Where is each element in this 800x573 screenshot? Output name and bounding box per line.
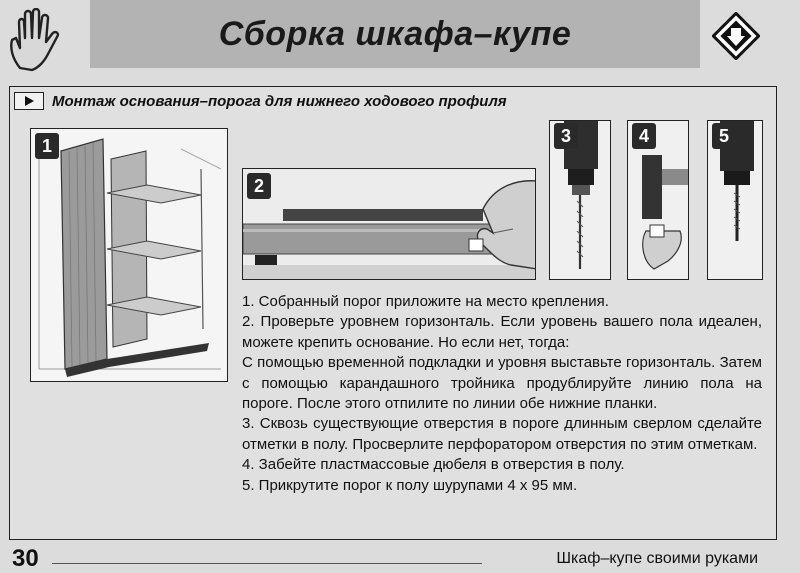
figure-4-badge: 4	[632, 123, 656, 149]
figure-4-hammer	[627, 120, 689, 280]
hand-icon	[6, 8, 64, 72]
section-header	[14, 90, 654, 112]
instruction-step-3: 3. Сквозь существующие отверстия в пороге длинным сверлом сделайте отметки в полу. Просверлите перфоратором отверстия по этим отметкам.	[242, 415, 762, 453]
footer-divider	[52, 563, 482, 564]
figure-5-screwdriver	[707, 120, 763, 280]
figure-2-badge: 2	[247, 173, 271, 199]
page-number: 30	[12, 545, 39, 572]
play-icon	[14, 92, 44, 110]
wardrobe-illustration	[31, 129, 228, 382]
figure-1-badge: 1	[35, 133, 59, 159]
figure-3-badge: 3	[554, 123, 578, 149]
threshold-illustration	[243, 169, 536, 280]
diamond-arrow-down-icon	[712, 12, 760, 60]
book-title: Шкаф–купе своими руками	[556, 550, 758, 567]
section-title: Монтаж основания–порога для нижнего ходового профиля	[52, 92, 507, 110]
instruction-step-2: 2. Проверьте уровнем горизонталь. Если уровень вашего пола идеален, можете крепить основание. Но если нет, тогда:	[242, 313, 762, 351]
figure-1-wardrobe	[30, 128, 228, 382]
figure-3-drill	[549, 120, 611, 280]
instruction-step-5: 5. Прикрутите порог к полу шурупами 4 х 95 мм.	[242, 476, 578, 494]
instruction-step-4: 4. Забейте пластмассовые дюбеля в отверстия в полу.	[242, 456, 625, 474]
figure-2-threshold	[242, 168, 536, 280]
instruction-step-2-detail: С помощью временной подкладки и уровня выставьте горизонталь. Затем с помощью карандашного тройника продублируйте линию пола на пороге. После этого отпилите по линии обе нижние планки.	[242, 354, 762, 413]
instruction-step-1: 1. Собранный порог приложите на место крепления.	[242, 293, 609, 310]
instructions	[242, 292, 762, 496]
page-title: Сборка шкафа–купе	[218, 14, 572, 53]
title-bar	[90, 0, 700, 68]
figure-5-badge: 5	[712, 123, 736, 149]
